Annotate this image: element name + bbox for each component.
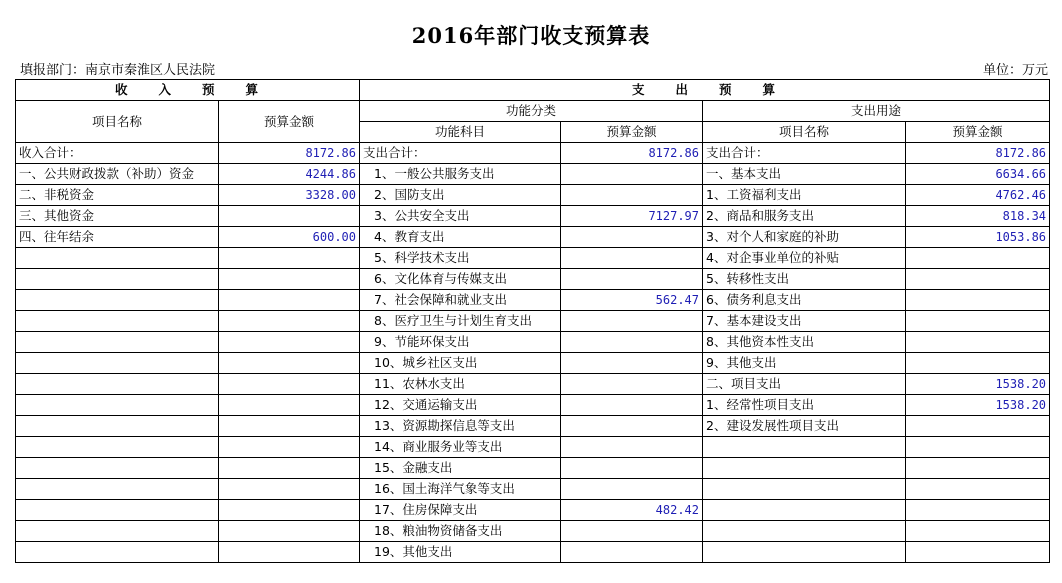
table-row — [16, 479, 1050, 500]
usage-item-name-cell: 5、转移性支出 — [703, 269, 906, 290]
table-row — [16, 206, 1050, 227]
usage-amount-cell — [906, 437, 1050, 458]
function-item-name-cell: 17、住房保障支出 — [360, 500, 561, 521]
usage-item-name-cell — [703, 521, 906, 542]
income-amount-cell — [219, 290, 360, 311]
income-item-name-cell — [16, 542, 219, 563]
usage-amount-cell — [906, 332, 1050, 353]
usage-amount-cell — [906, 479, 1050, 500]
table-row — [16, 269, 1050, 290]
usage-item-name-cell: 支出合计： — [703, 143, 906, 164]
income-amount-cell — [219, 374, 360, 395]
income-amount-cell — [219, 437, 360, 458]
usage-class-header: 支出用途 — [703, 101, 1050, 122]
income-item-name-cell — [16, 479, 219, 500]
income-item-name-cell — [16, 290, 219, 311]
function-item-name-cell: 3、公共安全支出 — [360, 206, 561, 227]
income-amount-cell: 8172.86 — [219, 143, 360, 164]
usage-amount-cell — [906, 521, 1050, 542]
table-row — [16, 395, 1050, 416]
income-item-name-cell: 一、公共财政拨款（补助）资金 — [16, 164, 219, 185]
usage-item-name-header: 项目名称 — [703, 122, 906, 143]
income-amount-cell — [219, 395, 360, 416]
income-item-name-cell: 二、非税资金 — [16, 185, 219, 206]
table-row — [16, 416, 1050, 437]
function-amount-cell — [561, 269, 703, 290]
usage-amount-cell — [906, 353, 1050, 374]
income-amount-cell — [219, 269, 360, 290]
function-amount-cell — [561, 521, 703, 542]
function-amount-cell: 562.47 — [561, 290, 703, 311]
function-item-name-cell: 14、商业服务业等支出 — [360, 437, 561, 458]
usage-item-name-cell: 8、其他资本性支出 — [703, 332, 906, 353]
function-item-name-cell: 2、国防支出 — [360, 185, 561, 206]
table-row — [16, 458, 1050, 479]
function-amount-cell: 8172.86 — [561, 143, 703, 164]
table-row — [16, 500, 1050, 521]
usage-amount-cell: 6634.66 — [906, 164, 1050, 185]
usage-item-name-cell: 1、工资福利支出 — [703, 185, 906, 206]
income-amount-cell — [219, 479, 360, 500]
table-row — [16, 143, 1050, 164]
function-item-name-cell: 4、教育支出 — [360, 227, 561, 248]
usage-amount-cell: 1538.20 — [906, 395, 1050, 416]
department-label: 填报部门：南京市秦淮区人民法院 — [20, 63, 216, 78]
usage-item-name-cell: 1、经常性项目支出 — [703, 395, 906, 416]
budget-table — [15, 79, 1050, 563]
income-item-name-cell — [16, 248, 219, 269]
income-item-name-cell — [16, 458, 219, 479]
function-amount-cell — [561, 353, 703, 374]
usage-amount-cell: 1538.20 — [906, 374, 1050, 395]
usage-amount-cell — [906, 269, 1050, 290]
income-amount-cell — [219, 521, 360, 542]
usage-item-name-cell — [703, 500, 906, 521]
function-amount-cell — [561, 164, 703, 185]
usage-item-name-cell: 3、对个人和家庭的补助 — [703, 227, 906, 248]
usage-amount-header: 预算金额 — [906, 122, 1050, 143]
table-row — [16, 437, 1050, 458]
income-amount-cell — [219, 542, 360, 563]
usage-amount-cell — [906, 542, 1050, 563]
usage-item-name-cell: 2、商品和服务支出 — [703, 206, 906, 227]
usage-item-name-cell — [703, 437, 906, 458]
function-item-name-cell: 19、其他支出 — [360, 542, 561, 563]
income-item-name-cell — [16, 374, 219, 395]
table-row — [16, 332, 1050, 353]
function-item-name-cell: 16、国土海洋气象等支出 — [360, 479, 561, 500]
usage-amount-cell — [906, 458, 1050, 479]
income-item-name-cell — [16, 521, 219, 542]
income-amount-cell: 3328.00 — [219, 185, 360, 206]
function-amount-cell: 7127.97 — [561, 206, 703, 227]
income-item-name-cell: 收入合计： — [16, 143, 219, 164]
income-item-name-cell — [16, 311, 219, 332]
income-item-name-cell — [16, 353, 219, 374]
income-item-name-cell — [16, 395, 219, 416]
usage-amount-cell: 818.34 — [906, 206, 1050, 227]
expense-header: 支 出 预 算 — [360, 80, 1050, 101]
income-amount-cell — [219, 353, 360, 374]
table-row — [16, 374, 1050, 395]
usage-amount-cell — [906, 248, 1050, 269]
usage-item-name-cell — [703, 542, 906, 563]
unit-label: 单位：万元 — [982, 63, 1048, 78]
income-item-name-cell — [16, 332, 219, 353]
function-amount-cell — [561, 248, 703, 269]
function-item-name-cell: 1、一般公共服务支出 — [360, 164, 561, 185]
table-row — [16, 311, 1050, 332]
page-title: 2016年部门收支预算表 — [411, 23, 651, 48]
usage-amount-cell — [906, 416, 1050, 437]
income-amount-cell — [219, 332, 360, 353]
usage-amount-cell — [906, 500, 1050, 521]
function-item-name-cell: 12、交通运输支出 — [360, 395, 561, 416]
function-item-name-cell: 6、文化体育与传媒支出 — [360, 269, 561, 290]
function-item-name-cell: 7、社会保障和就业支出 — [360, 290, 561, 311]
usage-item-name-cell: 4、对企事业单位的补贴 — [703, 248, 906, 269]
function-item-name-cell: 10、城乡社区支出 — [360, 353, 561, 374]
header-row-2 — [16, 101, 1050, 122]
function-item-name-cell: 18、粮油物资储备支出 — [360, 521, 561, 542]
income-amount-cell: 600.00 — [219, 227, 360, 248]
income-amount-cell — [219, 416, 360, 437]
usage-item-name-cell: 二、项目支出 — [703, 374, 906, 395]
income-item-name-cell — [16, 416, 219, 437]
function-amount-cell — [561, 479, 703, 500]
function-item-name-cell: 8、医疗卫生与计划生育支出 — [360, 311, 561, 332]
income-item-name-cell: 三、其他资金 — [16, 206, 219, 227]
usage-amount-cell: 1053.86 — [906, 227, 1050, 248]
function-amount-cell — [561, 542, 703, 563]
income-amount-cell — [219, 458, 360, 479]
table-row — [16, 542, 1050, 563]
income-item-name-header: 项目名称 — [16, 101, 219, 143]
income-amount-header: 预算金额 — [219, 101, 360, 143]
function-subject-header: 功能科目 — [360, 122, 561, 143]
income-amount-cell — [219, 206, 360, 227]
function-item-name-cell: 5、科学技术支出 — [360, 248, 561, 269]
function-amount-cell — [561, 416, 703, 437]
function-amount-cell — [561, 395, 703, 416]
table-row — [16, 353, 1050, 374]
income-item-name-cell — [16, 500, 219, 521]
usage-item-name-cell: 9、其他支出 — [703, 353, 906, 374]
function-item-name-cell: 11、农林水支出 — [360, 374, 561, 395]
usage-item-name-cell — [703, 479, 906, 500]
function-item-name-cell: 9、节能环保支出 — [360, 332, 561, 353]
income-header: 收 入 预 算 — [16, 80, 360, 101]
table-row — [16, 227, 1050, 248]
income-item-name-cell: 四、往年结余 — [16, 227, 219, 248]
function-amount-cell — [561, 332, 703, 353]
function-amount-cell — [561, 311, 703, 332]
usage-item-name-cell: 2、建设发展性项目支出 — [703, 416, 906, 437]
income-amount-cell — [219, 500, 360, 521]
function-item-name-cell: 支出合计： — [360, 143, 561, 164]
usage-amount-cell: 4762.46 — [906, 185, 1050, 206]
usage-item-name-cell: 6、债务利息支出 — [703, 290, 906, 311]
function-amount-header: 预算金额 — [561, 122, 703, 143]
table-row — [16, 290, 1050, 311]
function-amount-cell — [561, 437, 703, 458]
function-item-name-cell: 13、资源勘探信息等支出 — [360, 416, 561, 437]
income-amount-cell: 4244.86 — [219, 164, 360, 185]
usage-item-name-cell: 7、基本建设支出 — [703, 311, 906, 332]
function-amount-cell — [561, 458, 703, 479]
header-row-1 — [16, 80, 1050, 101]
function-amount-cell: 482.42 — [561, 500, 703, 521]
income-amount-cell — [219, 248, 360, 269]
function-amount-cell — [561, 227, 703, 248]
usage-item-name-cell — [703, 458, 906, 479]
function-class-header: 功能分类 — [360, 101, 703, 122]
function-amount-cell — [561, 185, 703, 206]
table-row — [16, 185, 1050, 206]
table-row — [16, 521, 1050, 542]
income-amount-cell — [219, 311, 360, 332]
usage-amount-cell: 8172.86 — [906, 143, 1050, 164]
income-item-name-cell — [16, 437, 219, 458]
function-item-name-cell: 15、金融支出 — [360, 458, 561, 479]
usage-amount-cell — [906, 311, 1050, 332]
table-row — [16, 164, 1050, 185]
income-item-name-cell — [16, 269, 219, 290]
usage-item-name-cell: 一、基本支出 — [703, 164, 906, 185]
function-amount-cell — [561, 374, 703, 395]
table-row — [16, 248, 1050, 269]
usage-amount-cell — [906, 290, 1050, 311]
